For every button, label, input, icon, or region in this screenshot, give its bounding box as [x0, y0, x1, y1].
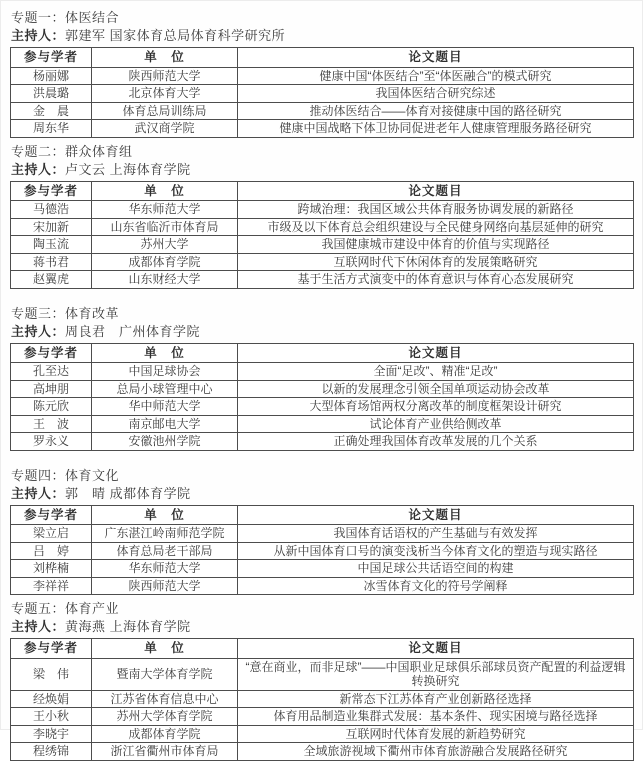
unit-cell: 暨南大学体育学院 — [92, 658, 238, 690]
unit-cell: 华东师范大学 — [92, 560, 238, 578]
topic-title: 专题四：体育文化 — [11, 467, 120, 483]
unit-cell: 体育总局老干部局 — [92, 542, 238, 560]
paper-title-cell: 健康中国战略下体卫协同促进老年人健康管理服务路径研究 — [238, 120, 634, 138]
scholar-cell: 金 晨 — [11, 102, 92, 120]
paper-title-cell: 推动体医结合——体育对接健康中国的路径研究 — [238, 102, 634, 120]
paper-title-cell: 正确处理我国体育改革发展的几个关系 — [238, 433, 634, 451]
unit-cell: 江苏省体育信息中心 — [92, 690, 238, 708]
col-header-scholar: 参与学者 — [11, 639, 92, 659]
col-header-unit: 单 位 — [92, 343, 238, 363]
scholar-cell: 吕 婷 — [11, 542, 92, 560]
table-row — [11, 658, 634, 690]
table-row — [11, 398, 634, 416]
moderator-name: 郭 晴 成都体育学院 — [65, 485, 191, 501]
moderator-line — [11, 161, 633, 178]
paper-title-cell: 我国体育话语权的产生基础与有效发挥 — [238, 525, 634, 543]
col-header-unit: 单 位 — [92, 181, 238, 201]
scholar-cell: 王小秋 — [11, 708, 92, 726]
col-header-paper-title: 论文题目 — [238, 181, 634, 201]
col-header-paper-title: 论文题目 — [238, 505, 634, 525]
table-row — [11, 201, 634, 219]
table-row — [11, 560, 634, 578]
unit-cell: 安徽池州学院 — [92, 433, 238, 451]
scholar-cell: 李晓宇 — [11, 725, 92, 743]
scholar-cell: 杨丽娜 — [11, 67, 92, 85]
unit-cell: 陕西师范大学 — [92, 67, 238, 85]
unit-cell: 苏州大学 — [92, 236, 238, 254]
paper-title-cell: 体育用品制造业集群式发展：基本条件、现实困境与路径选择 — [238, 708, 634, 726]
table-row — [11, 85, 634, 103]
unit-cell: 华中师范大学 — [92, 398, 238, 416]
moderator-label: 主持人： — [11, 161, 66, 177]
col-header-paper-title: 论文题目 — [238, 639, 634, 659]
unit-cell: 成都体育学院 — [92, 725, 238, 743]
table-row — [11, 415, 634, 433]
paper-title-cell: 试论体育产业供给侧改革 — [238, 415, 634, 433]
topic-title: 专题三：体育改革 — [11, 305, 120, 321]
col-header-unit: 单 位 — [92, 505, 238, 525]
paper-title-cell: 全面“足改”、精准“足改” — [238, 363, 634, 381]
scholar-cell: 陶玉流 — [11, 236, 92, 254]
table-row — [11, 380, 634, 398]
scholar-cell: 梁 伟 — [11, 658, 92, 690]
topic-title: 专题五：体育产业 — [11, 601, 120, 616]
col-header-paper-title: 论文题目 — [238, 343, 634, 363]
col-header-unit: 单 位 — [92, 48, 238, 68]
topic-section — [10, 143, 633, 289]
unit-cell: 广东湛江岭南师范学院 — [92, 525, 238, 543]
paper-title-cell: 从新中国体育口号的演变浅析当今体育文化的塑造与现实路径 — [238, 542, 634, 560]
unit-cell: 中国足球协会 — [92, 363, 238, 381]
moderator-label: 主持人： — [11, 619, 66, 634]
paper-title-cell: 我国体医结合研究综述 — [238, 85, 634, 103]
moderator-line — [11, 618, 633, 635]
paper-title-cell: 全域旅游视域下衢州市体育旅游融合发展路径研究 — [238, 743, 634, 761]
moderator-name: 卢文云 上海体育学院 — [65, 161, 191, 177]
moderator-label: 主持人： — [11, 485, 66, 501]
table-row — [11, 725, 634, 743]
topic-title: 专题二：群众体育组 — [11, 143, 133, 159]
unit-cell: 南京邮电大学 — [92, 415, 238, 433]
paper-title-cell: 健康中国“体医结合”至“体医融合”的模式研究 — [238, 67, 634, 85]
unit-cell: 体育总局训练局 — [92, 102, 238, 120]
unit-cell: 陕西师范大学 — [92, 577, 238, 595]
table-row — [11, 271, 634, 289]
topic-section — [10, 467, 633, 596]
scholar-cell: 陈元欣 — [11, 398, 92, 416]
unit-cell: 成都体育学院 — [92, 253, 238, 271]
paper-title-cell: 冰雪体育文化的符号学阐释 — [238, 577, 634, 595]
table-row — [11, 363, 634, 381]
table-row — [11, 253, 634, 271]
paper-title-cell: 中国足球公共话语空间的构建 — [238, 560, 634, 578]
unit-cell: 苏州大学体育学院 — [92, 708, 238, 726]
header-row — [11, 639, 634, 659]
header-row — [11, 343, 634, 363]
topic-section — [10, 305, 633, 451]
paper-title-cell: 互联网时代下休闲体育的发展策略研究 — [238, 253, 634, 271]
topic-title: 专题一：体医结合 — [11, 10, 120, 25]
paper-title-cell: 互联网时代体育发展的新趋势研究 — [238, 725, 634, 743]
unit-cell: 浙江省衢州市体育局 — [92, 743, 238, 761]
table-row — [11, 236, 634, 254]
moderator-line — [11, 485, 633, 502]
table-row — [11, 743, 634, 761]
scholar-cell: 马德浩 — [11, 201, 92, 219]
scholar-cell: 孔至达 — [11, 363, 92, 381]
moderator-line — [11, 27, 633, 44]
scholar-cell: 刘桦楠 — [11, 560, 92, 578]
paper-title-cell: 以新的发展理念引领全国单项运动协会改革 — [238, 380, 634, 398]
topic-sections-container — [10, 9, 633, 761]
header-row — [11, 505, 634, 525]
scholar-cell: 宋加新 — [11, 218, 92, 236]
scholar-cell: 李祥祥 — [11, 577, 92, 595]
unit-cell: 山东财经大学 — [92, 271, 238, 289]
table-row — [11, 708, 634, 726]
col-header-paper-title: 论文题目 — [238, 48, 634, 68]
papers-table — [10, 638, 634, 761]
scholar-cell: 经焕娟 — [11, 690, 92, 708]
papers-table — [10, 181, 634, 289]
paper-title-cell: 市级及以下体育总会组织建设与全民健身网络向基层延伸的研究 — [238, 218, 634, 236]
table-row — [11, 577, 634, 595]
table-row — [11, 690, 634, 708]
unit-cell: 总局小球管理中心 — [92, 380, 238, 398]
paper-title-cell: 跨域治理：我国区域公共体育服务协调发展的新路径 — [238, 201, 634, 219]
unit-cell: 武汉商学院 — [92, 120, 238, 138]
col-header-scholar: 参与学者 — [11, 48, 92, 68]
scholar-cell: 赵翼虎 — [11, 271, 92, 289]
scholar-cell: 程绣锦 — [11, 743, 92, 761]
scholar-cell: 罗永义 — [11, 433, 92, 451]
topic-section — [10, 9, 633, 138]
paper-title-cell: 大型体育场馆两权分离改革的制度框架设计研究 — [238, 398, 634, 416]
topic-section — [10, 600, 633, 761]
papers-table — [10, 343, 634, 451]
unit-cell: 北京体育大学 — [92, 85, 238, 103]
col-header-scholar: 参与学者 — [11, 343, 92, 363]
moderator-name: 郭建军 国家体育总局体育科学研究所 — [65, 28, 286, 43]
moderator-label: 主持人： — [11, 28, 66, 43]
scholar-cell: 洪晨璐 — [11, 85, 92, 103]
table-row — [11, 218, 634, 236]
scholar-cell: 周东华 — [11, 120, 92, 138]
table-row — [11, 433, 634, 451]
col-header-unit: 单 位 — [92, 639, 238, 659]
paper-title-cell: 我国健康城市建设中体育的价值与实现路径 — [238, 236, 634, 254]
moderator-label: 主持人： — [11, 323, 66, 339]
papers-table — [10, 505, 634, 596]
table-row — [11, 102, 634, 120]
col-header-scholar: 参与学者 — [11, 505, 92, 525]
table-row — [11, 120, 634, 138]
moderator-name: 周良君 广州体育学院 — [65, 323, 201, 339]
col-header-scholar: 参与学者 — [11, 181, 92, 201]
scholar-cell: 高坤朋 — [11, 380, 92, 398]
table-row — [11, 525, 634, 543]
moderator-line — [11, 323, 633, 340]
paper-title-cell: 新常态下江苏体育产业创新路径选择 — [238, 690, 634, 708]
header-row — [11, 181, 634, 201]
paper-title-cell: “意在商业，而非足球”——中国职业足球俱乐部球员资产配置的利益逻辑转换研究 — [238, 658, 634, 690]
scholar-cell: 梁立启 — [11, 525, 92, 543]
scholar-cell: 王 波 — [11, 415, 92, 433]
unit-cell: 山东省临沂市体育局 — [92, 218, 238, 236]
header-row — [11, 48, 634, 68]
moderator-name: 黄海燕 上海体育学院 — [65, 619, 191, 634]
unit-cell: 华东师范大学 — [92, 201, 238, 219]
paper-title-cell: 基于生活方式演变中的体育意识与体育心态发展研究 — [238, 271, 634, 289]
papers-table — [10, 47, 634, 138]
scholar-cell: 蒋书君 — [11, 253, 92, 271]
table-row — [11, 67, 634, 85]
table-row — [11, 542, 634, 560]
